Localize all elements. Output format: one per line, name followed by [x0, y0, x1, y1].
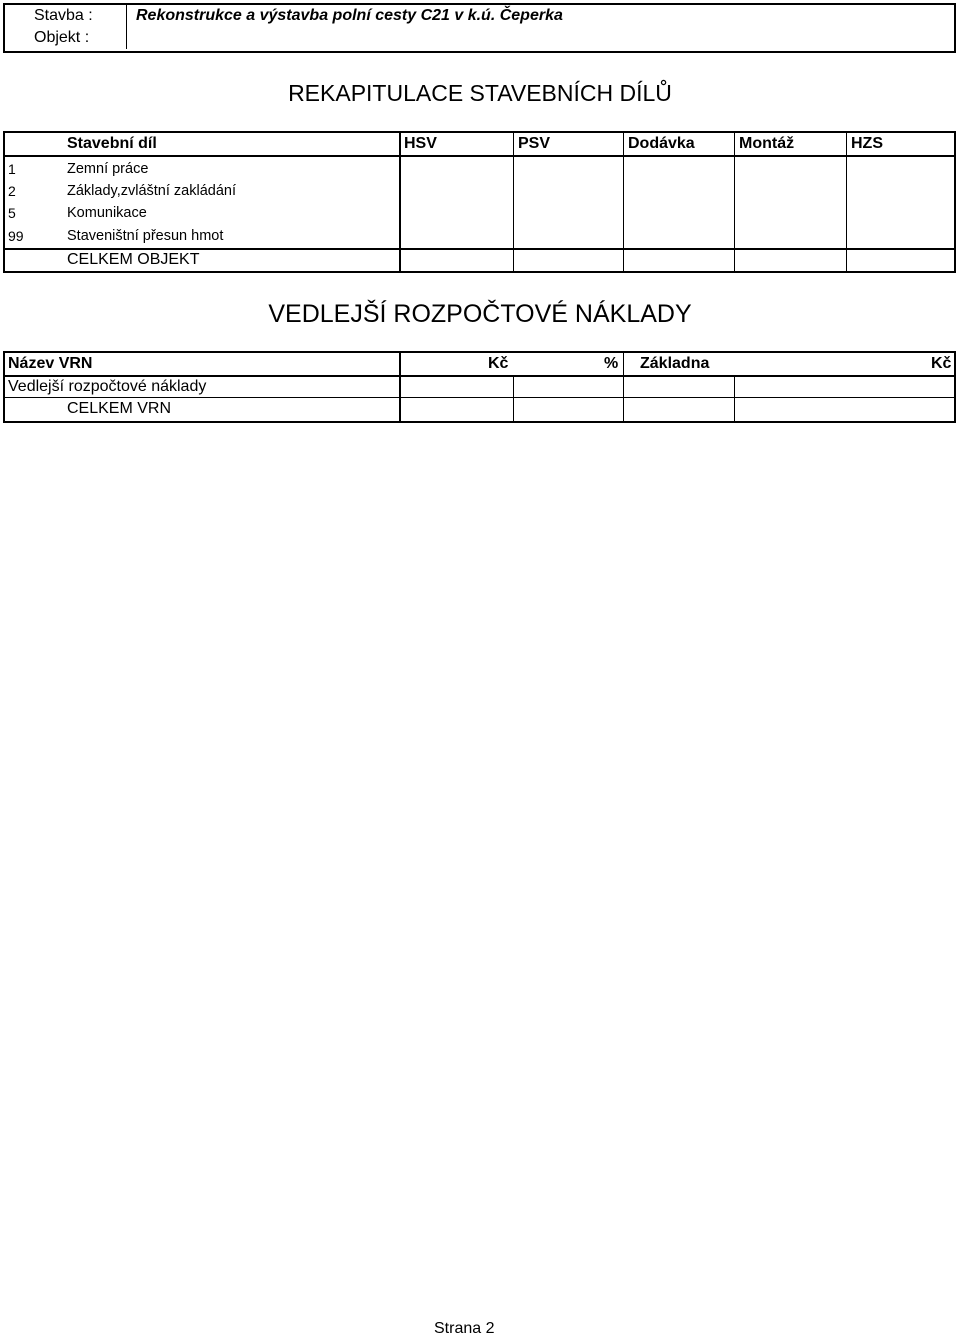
vrn-col-divider	[513, 375, 514, 423]
recap-total-rule	[3, 248, 956, 250]
stavba-label: Stavba :	[34, 7, 93, 24]
row-name: Základy,zvláštní zakládání	[67, 183, 236, 199]
col-procent: %	[604, 355, 619, 372]
row-num: 2	[8, 183, 16, 199]
vrn-col-divider	[399, 351, 401, 423]
page-number: Strana 2	[434, 1320, 495, 1337]
vrn-title: VEDLEJŠÍ ROZPOČTOVÉ NÁKLADY	[268, 300, 692, 328]
row-num: 1	[8, 161, 16, 177]
recap-header-rule	[3, 155, 956, 157]
col-dodavka: Dodávka	[628, 135, 695, 152]
row-num: 99	[8, 228, 24, 244]
row-name: Staveništní přesun hmot	[67, 228, 224, 244]
col-montaz: Montáž	[739, 135, 795, 152]
vrn-row-label: Vedlejší rozpočtové náklady	[8, 378, 207, 395]
recap-title: REKAPITULACE STAVEBNÍCH DÍLŮ	[288, 80, 672, 106]
col-kc: Kč	[488, 355, 509, 372]
recap-col-divider	[513, 131, 514, 273]
objekt-label: Objekt :	[34, 29, 90, 46]
recap-col-divider	[734, 131, 735, 273]
col-nazev-vrn: Název VRN	[8, 355, 93, 372]
col-zakladna: Základna	[640, 355, 710, 372]
vrn-header-rule	[3, 375, 956, 377]
row-name: Zemní práce	[67, 161, 149, 177]
row-num: 5	[8, 205, 16, 221]
recap-col-divider	[399, 131, 401, 273]
col-hzs: HZS	[851, 135, 883, 152]
stavba-value: Rekonstrukce a výstavba polní cesty C21 v k.ú. Čeperka	[136, 7, 563, 24]
col-stavebni-dil: Stavební díl	[67, 135, 157, 152]
vrn-col-divider	[734, 375, 735, 423]
vrn-col-divider	[623, 351, 624, 423]
recap-total-label: CELKEM OBJEKT	[67, 251, 200, 268]
recap-col-divider	[623, 131, 624, 273]
vrn-total-label: CELKEM VRN	[67, 400, 172, 417]
col-psv: PSV	[518, 135, 551, 152]
col-kc-total: Kč	[931, 355, 952, 372]
vrn-row-rule	[3, 397, 956, 398]
recap-col-divider	[846, 131, 847, 273]
header-divider	[126, 5, 127, 49]
row-name: Komunikace	[67, 205, 147, 221]
col-hsv: HSV	[404, 135, 437, 152]
